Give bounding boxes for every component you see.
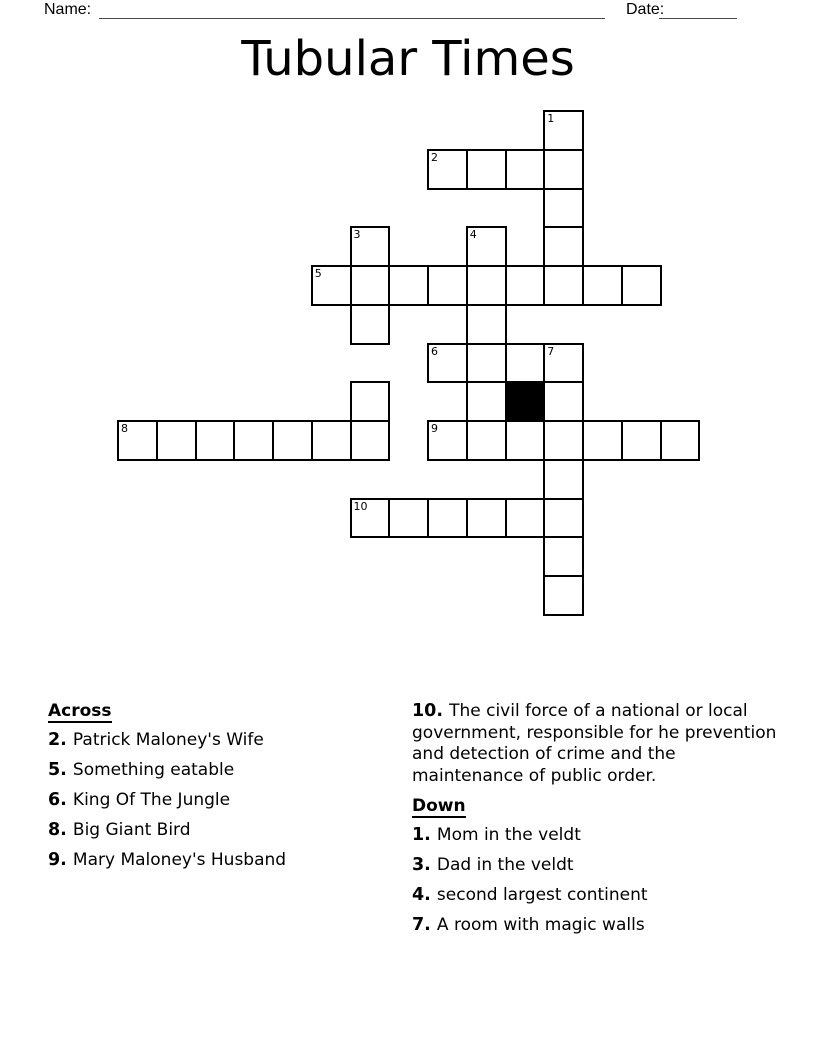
clue-text: Something eatable (72, 760, 235, 780)
grid-cell[interactable] (466, 343, 507, 384)
cell-number: 4 (469, 228, 477, 242)
grid-cell[interactable] (621, 420, 662, 461)
date-blank-line (659, 2, 737, 19)
clue-item (412, 885, 784, 907)
cell-number: 10 (353, 499, 368, 513)
grid-cell[interactable] (582, 420, 623, 461)
clue-item (48, 760, 408, 782)
grid-cell[interactable] (543, 575, 584, 616)
grid-cell[interactable] (466, 149, 507, 190)
grid-cell[interactable] (466, 226, 507, 267)
clues-left-column (48, 701, 408, 880)
clue-item (48, 850, 408, 872)
grid-cell[interactable] (117, 420, 158, 461)
grid-cell[interactable] (543, 226, 584, 267)
grid-cell[interactable] (466, 420, 507, 461)
grid-cell[interactable] (272, 420, 313, 461)
cell-number: 5 (314, 267, 322, 280)
grid-cell[interactable] (427, 498, 468, 539)
date-label: Date: (626, 1, 665, 18)
clue-item (412, 825, 784, 847)
grid-cell[interactable] (543, 536, 584, 577)
clue-text: Big Giant Bird (72, 820, 191, 840)
clues-right-column (412, 701, 784, 945)
puzzle-title: Tubular Times (241, 31, 575, 87)
grid-cell[interactable] (350, 226, 391, 267)
grid-cell[interactable] (543, 459, 584, 500)
clue-text: Mary Maloney's Husband (72, 850, 287, 870)
clue-number: 8. (48, 820, 73, 840)
name-blank-line (99, 2, 605, 19)
grid-cell[interactable] (388, 498, 429, 539)
down-clue-list (412, 825, 784, 937)
cell-number: 3 (353, 228, 361, 242)
clue-number: 7. (412, 914, 437, 935)
grid-cell[interactable] (350, 498, 391, 539)
clue-text: Dad in the veldt (436, 854, 574, 875)
clue-text: King Of The Jungle (72, 790, 231, 810)
clue-text: Mom in the veldt (436, 824, 581, 845)
grid-cell[interactable] (505, 498, 546, 539)
clue-text: The civil force of a national or local government, responsible for he prevention and detection of crime and the maintenance of public order. (412, 701, 777, 786)
clue-number: 5. (48, 760, 73, 780)
grid-cell[interactable] (350, 420, 391, 461)
clue-item (412, 915, 784, 937)
name-label: Name: (44, 1, 92, 18)
grid-cell[interactable] (233, 420, 274, 461)
grid-cell-black (505, 381, 546, 422)
clue-text: Patrick Maloney's Wife (72, 730, 264, 750)
grid-cell[interactable] (543, 498, 584, 539)
clue-item (48, 730, 408, 752)
grid-cell[interactable] (582, 265, 623, 306)
clue-text: second largest continent (436, 884, 648, 905)
grid-cell[interactable] (505, 420, 546, 461)
grid-cell[interactable] (466, 265, 507, 306)
grid-cell[interactable] (543, 188, 584, 229)
grid-cell[interactable] (311, 265, 352, 306)
grid-cell[interactable] (466, 304, 507, 345)
grid-cell[interactable] (505, 149, 546, 190)
across-clue-list (48, 730, 408, 872)
across-clue-list-continued (412, 701, 784, 787)
grid-cell[interactable] (505, 343, 546, 384)
cell-number: 2 (431, 150, 438, 164)
grid-cell[interactable] (156, 420, 197, 461)
grid-cell[interactable] (466, 381, 507, 422)
grid-cell[interactable] (543, 149, 584, 190)
clue-number: 2. (48, 730, 73, 750)
cell-number: 9 (431, 422, 438, 435)
grid-cell[interactable] (195, 420, 236, 461)
grid-cell[interactable] (311, 420, 352, 461)
grid-cell[interactable] (543, 265, 584, 306)
clue-number: 9. (48, 850, 73, 870)
grid-cell[interactable] (505, 265, 546, 306)
grid-cell[interactable] (350, 265, 391, 306)
grid-cell[interactable] (543, 381, 584, 422)
clue-item (48, 820, 408, 842)
grid-cell[interactable] (350, 304, 391, 345)
grid-cell[interactable] (543, 110, 584, 151)
cell-number: 6 (431, 344, 438, 358)
cell-number: 8 (121, 422, 128, 435)
grid-cell[interactable] (543, 343, 584, 384)
clue-item (412, 701, 784, 787)
grid-cell[interactable] (427, 420, 468, 461)
grid-cell[interactable] (466, 498, 507, 539)
clue-item (48, 790, 408, 812)
grid-cell[interactable] (388, 265, 429, 306)
down-heading: Down (412, 795, 466, 816)
cell-number: 1 (547, 112, 555, 125)
grid-cell[interactable] (427, 149, 468, 190)
grid-cell[interactable] (660, 420, 701, 461)
clue-number: 3. (412, 854, 437, 875)
grid-cell[interactable] (350, 381, 391, 422)
clue-number: 6. (48, 790, 73, 810)
cell-number: 7 (547, 344, 555, 358)
grid-cell[interactable] (427, 265, 468, 306)
grid-cell[interactable] (621, 265, 662, 306)
clue-number: 1. (412, 824, 437, 845)
clue-item (412, 855, 784, 877)
grid-cell[interactable] (543, 420, 584, 461)
grid-cell[interactable] (427, 343, 468, 384)
across-heading: Across (48, 701, 112, 721)
clue-number: 10. (412, 701, 450, 721)
clue-number: 4. (412, 884, 437, 905)
clue-text: A room with magic walls (436, 914, 645, 935)
